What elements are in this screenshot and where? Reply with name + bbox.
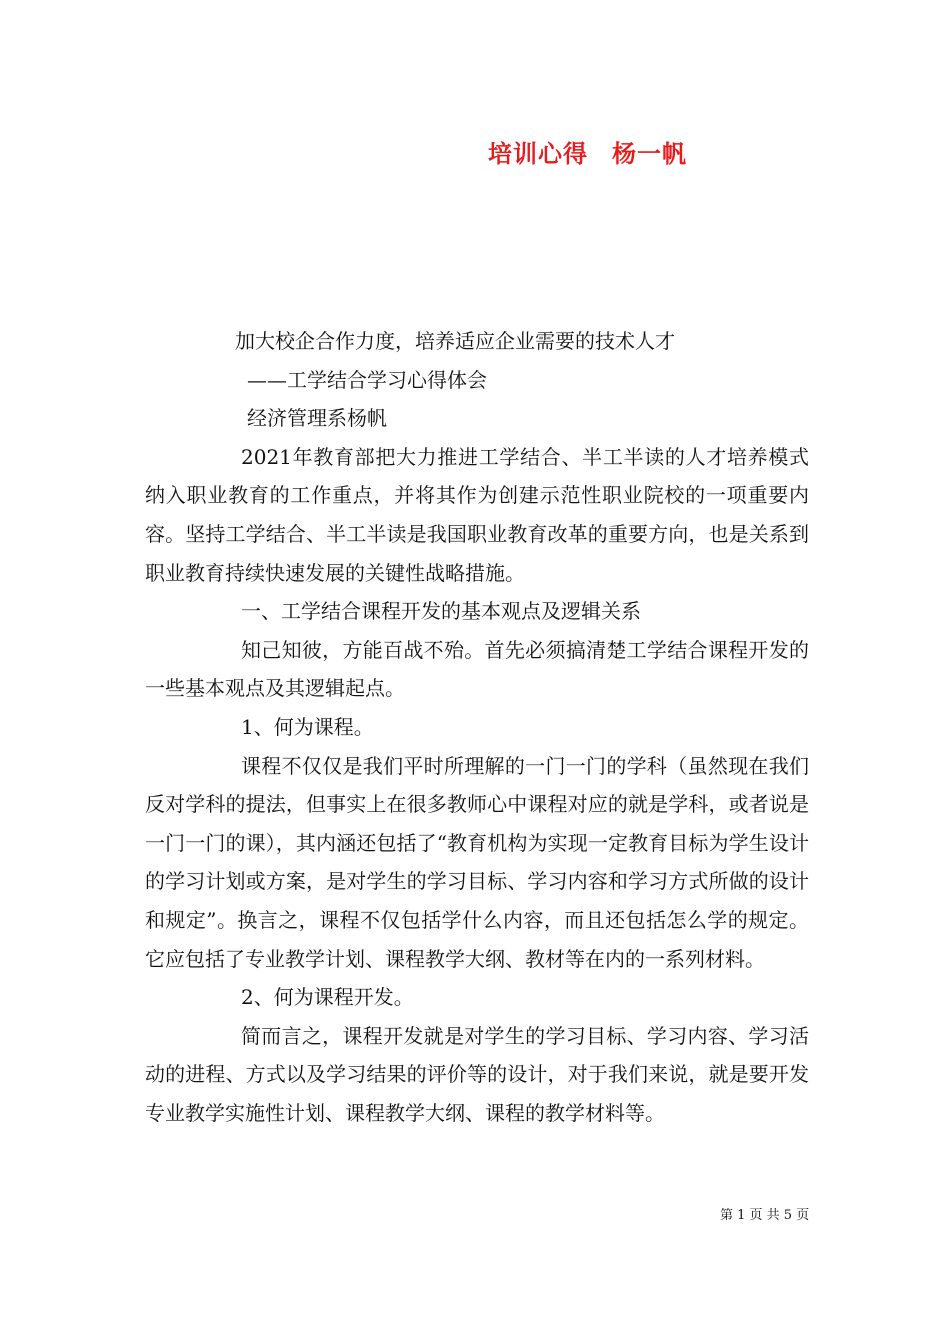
paragraph: 知己知彼，方能百战不殆。首先必须搞清楚工学结合课程开发的一些基本观点及其逻辑起点。 [145,637,809,701]
title-text: 培训心得 [488,139,588,168]
article-byline: 经济管理系杨帆 [247,406,387,431]
article-body [145,322,809,1132]
page-title [488,134,687,169]
paragraph: 2021年教育部把大力推进工学结合、半工半读的人才培养模式纳入职业教育的工作重点，并将其作为创建示范性职业院校的一项重要内容。坚持工学结合、半工半读是我国职业教育改革的重要方向，也是关系到职业教育持续快速发展的关键性战略措施。 [145,444,809,585]
paragraph: 课程不仅仅是我们平时所理解的一门一门的学科（虽然现在我们反对学科的提法，但事实上在很多教师心中课程对应的就是学科，或者说是一门一门的课），其内涵还包括了“教育机构为实现一定教育目标为学生设计的学习计划或方案，是对学生的学习目标、学习内容和学习方式所做的设计和规定”。换言之，课程不仅包括学什么内容，而且还包括怎么学的规定。它应包括了专业教学计划、课程教学大纲、教材等在内的一系列材料。 [145,753,809,971]
subsection-heading: 2、何为课程开发。 [241,985,414,1010]
subsection-heading: 1、何为课程。 [241,714,374,739]
paragraph: 简而言之，课程开发就是对学生的学习目标、学习内容、学习活动的进程、方式以及学习结果的评价等的设计，对于我们来说，就是要开发专业教学实施性计划、课程教学大纲、课程的教学材料等。 [145,1023,809,1125]
article-subtitle: ——工学结合学习心得体会 [247,367,487,392]
page-number: 第 1 页 共 5 页 [720,1208,810,1223]
author-name: 杨一帆 [612,139,687,168]
section-heading: 一、工学结合课程开发的基本观点及逻辑关系 [241,599,641,624]
article-heading: 加大校企合作力度，培养适应企业需要的技术人才 [235,329,675,353]
